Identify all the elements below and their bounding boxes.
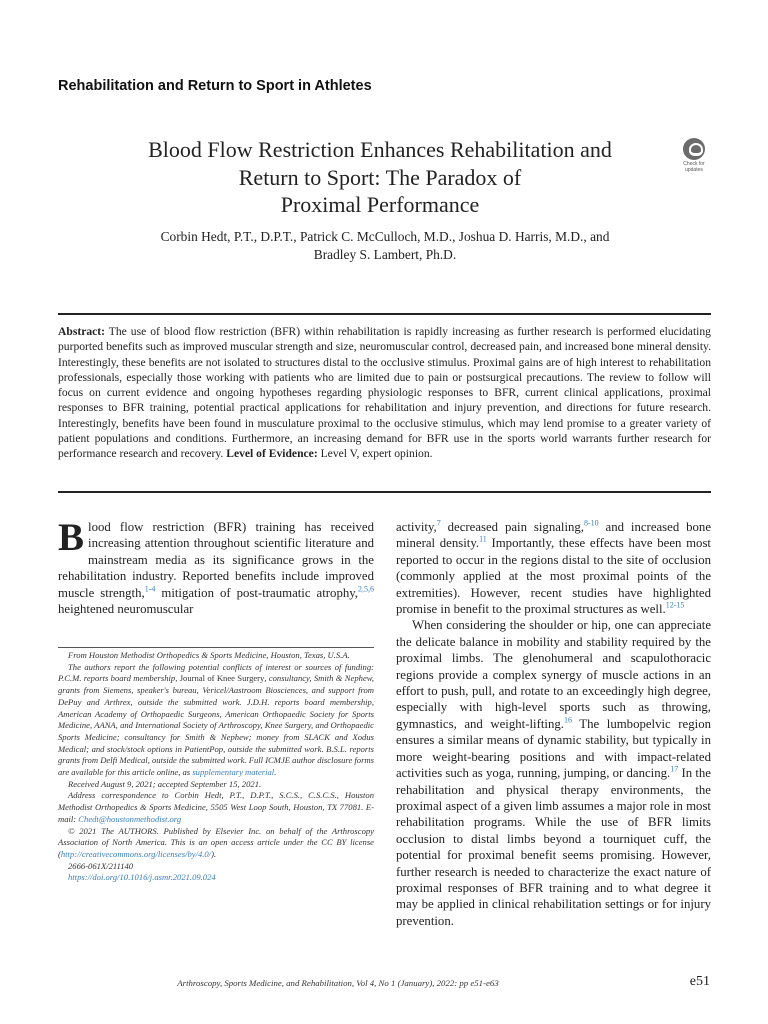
authors-line: Bradley S. Lambert, Ph.D. [313,247,457,262]
citation-link[interactable]: 1-4 [144,584,156,594]
abstract [58,324,711,462]
article-title [80,136,680,219]
conflicts-text: , consultancy, Smith & Nephew, grants from Siemens, speaker's bureau, Vericel/Aastroom Biosciences, and support from DePuy and Arthrex, outside the submitted work. J.D.H. reports board membership, American Academy of Orthopaedic Surgeons, American Orthopaedic Society for Sports Medicine, AANA, and International Society of Arthroscopy, Knee Surgery, and Orthopaedic Sports Medicine; consultancy for Smith & Nephew; money from SLACK and Xodus Medical; and stock/stock options in PatientPop, outside the submitted work. B.S.L. reports grants from Delfi Medical, outside the submitted work. Full ICMJE author disclosure forms are available for this article online, as [58,673,374,778]
citation-link[interactable]: 11 [479,535,487,545]
correspondence-text: Address correspondence to Corbin Hedt, P.T., D.P.T., S.C.S., C.S.C.S., Houston Methodist Orthopedics & Sports Medicine, 5505 West Loop South, Houston, TX 77081. E-mail: [58,790,374,824]
paragraph [396,617,711,929]
supplementary-link[interactable]: supplementary material [192,767,275,778]
correspondence-note [58,790,374,825]
body-text: and increased bone mineral density. [396,520,711,551]
conflicts-note: The authors report the following potential conflicts of interest or sources of funding: P.C.M. reports board membership, Journal of Knee Surgery, consultancy, Smith & Nephew, grants from Siemens, speaker's bureau, Vericel/Aastroom Biosciences, and support from DePuy and Arthrex, outside the submitted work. J.D.H. reports board membership, American Academy of Orthopaedic Surgeons, American Orthopaedic Society for Sports Medicine, AANA, and International Society of Arthroscopy, Knee Surgery, and Orthopaedic Sports Medicine; consultancy for Smith & Nephew; money from SLACK and Xodus Medical; and stock/stock options in PatientPop, outside the submitted work. B.S.L. reports grants from Delfi Medical, outside the submitted work. Full ICMJE author disclosure forms are available for this article online, as supplementary material. [58,661,374,778]
title-line: Return to Sport: The Paradox of [238,164,522,190]
drop-cap: B [58,516,85,559]
check-for-updates-icon [683,138,705,160]
license-link[interactable]: http://creativecommons.org/licenses/by/4.0/ [60,848,212,859]
authors-line: Corbin Hedt, P.T., D.P.T., Patrick C. McCulloch, M.D., Joshua D. Harris, M.D., and [160,229,610,244]
journal-name: Journal of Knee Surgery [179,673,265,684]
license-text: © 2021 The AUTHORS. Published by Elsevier Inc. on behalf of the Arthroscopy Association of North America. This is an open access article under the CC BY license ( [58,825,374,859]
author-list [60,228,710,264]
body-text: decreased pain signaling, [440,520,584,534]
body-text: The lumbopelvic region ensures a similar means of dynamic stability, but typically in more weight-bearing positions and with impact-related activities such as yoga, running, jumping, or dancing. [396,716,711,781]
citation-link[interactable]: 7 [436,518,441,528]
body-column-left [58,516,375,617]
doi-link[interactable]: https://doi.org/10.1016/j.asmr.2021.09.024 [68,872,216,883]
page-number: e51 [689,974,710,989]
check-for-updates-badge[interactable] [676,138,712,173]
body-text: Importantly, these effects have been most reported to occur in the regions distal to the site of occlusion (commonly applied at the most proximal points of the extremities). However, recent studies have highlighted promise in benefit to the proximal structures as well. [396,536,711,617]
issn-note: 2666-061X/211140 [68,860,134,871]
body-text: When considering the shoulder or hip, one can appreciate the delicate balance in mobility and stability required by the proximal limbs. The glenohumeral and scapulothoracic regions provide a complex synergy of muscle actions in an effort to push, pull, and rotate to an exceedingly high degree, especially with high-level sports such as throwing, gymnastics, and weight-lifting. [396,618,711,731]
body-text: activity, [396,520,437,534]
body-text: In the rehabilitation and physical therapy environments, the proximal aspect of a given limb assumes a major role in most rehabilitation programs. While the use of BFR limits occlusion to distal limbs beyond a tourniquet cuff, the potential for proximal benefit seems promising. However, further research is needed to characterize the exact nature of proximal responses of BFR training and to what degree it may be applied in clinical rehabilitation settings or for injury prevention. [396,766,711,928]
footnotes [58,644,374,884]
license-note [58,826,374,861]
abstract-bottom-rule [58,491,711,493]
body-text: heightened neuromuscular [58,602,194,617]
received-note: Received August 9, 2021; accepted September 15, 2021. [68,778,262,789]
body-text: mitigation of post-traumatic atrophy, [155,585,359,600]
level-of-evidence-text: Level V, expert opinion. [320,447,433,461]
conflicts-text: The authors report the following potential conflicts of interest or sources of funding: P.C.M. reports board membership, [58,661,374,684]
title-line: Blood Flow Restriction Enhances Rehabilitation and [148,137,612,162]
doi-note [58,872,374,884]
citation-link[interactable]: 12-15 [665,600,685,610]
email-link[interactable]: Chedt@houstonmethodist.org [78,813,182,824]
title-line: Proximal Performance [280,192,480,217]
affiliation-note: From Houston Methodist Orthopedics & Sports Medicine, Houston, Texas, U.S.A. [68,650,350,660]
journal-footer: Arthroscopy, Sports Medicine, and Rehabilitation, Vol 4, No 1 (January), 2022: pp e51-e63 [177,978,499,988]
abstract-label: Abstract: [58,325,106,338]
citation-link[interactable]: 17 [670,764,679,774]
license-text: ). [211,848,217,859]
citation-link[interactable]: 8-10 [584,518,599,528]
abstract-top-rule [58,313,711,315]
body-text: lood flow restriction (BFR) training has received increasing attention throughout scientific literature and mainstream media as its significance grows in the rehabilitation industry. Reported benefits include improved muscle strength, [58,520,374,600]
level-of-evidence-label: Level of Evidence: [226,447,318,461]
body-column-right [396,519,711,929]
citation-link[interactable]: 2,5,6 [358,584,375,594]
section-heading: Rehabilitation and Return to Sport in Athletes [58,78,372,94]
badge-label: Check for updates [683,161,705,173]
citation-link[interactable]: 16 [563,715,572,725]
abstract-text: The use of blood flow restriction (BFR) within rehabilitation is rapidly increasing as further research is performed elucidating purported benefits such as improved muscular strength and size, neuromuscular control, decreased pain, and increased bone mineral density. Interestingly, these benefits are not isolated to structures distal to the occlusive stimulus. Proximal gains are of high interest to rehabilitation professionals, especially those working with patients who are limited due to pain or postsurgical precautions. The review to follow will focus on current evidence and ongoing hypotheses regarding physiologic responses to BFR, current clinical applications, proximal responses to BFR training, potential practical applications for rehabilitation and injury prevention, and directions for future research. Interestingly, benefits have been found in musculature proximal to the occlusive stimulus, which may lend promise to a greater variety of patient populations and conditions. Furthermore, an increasing demand for BFR use in the sports world warrants further research for performance research and recovery. [58,325,711,461]
